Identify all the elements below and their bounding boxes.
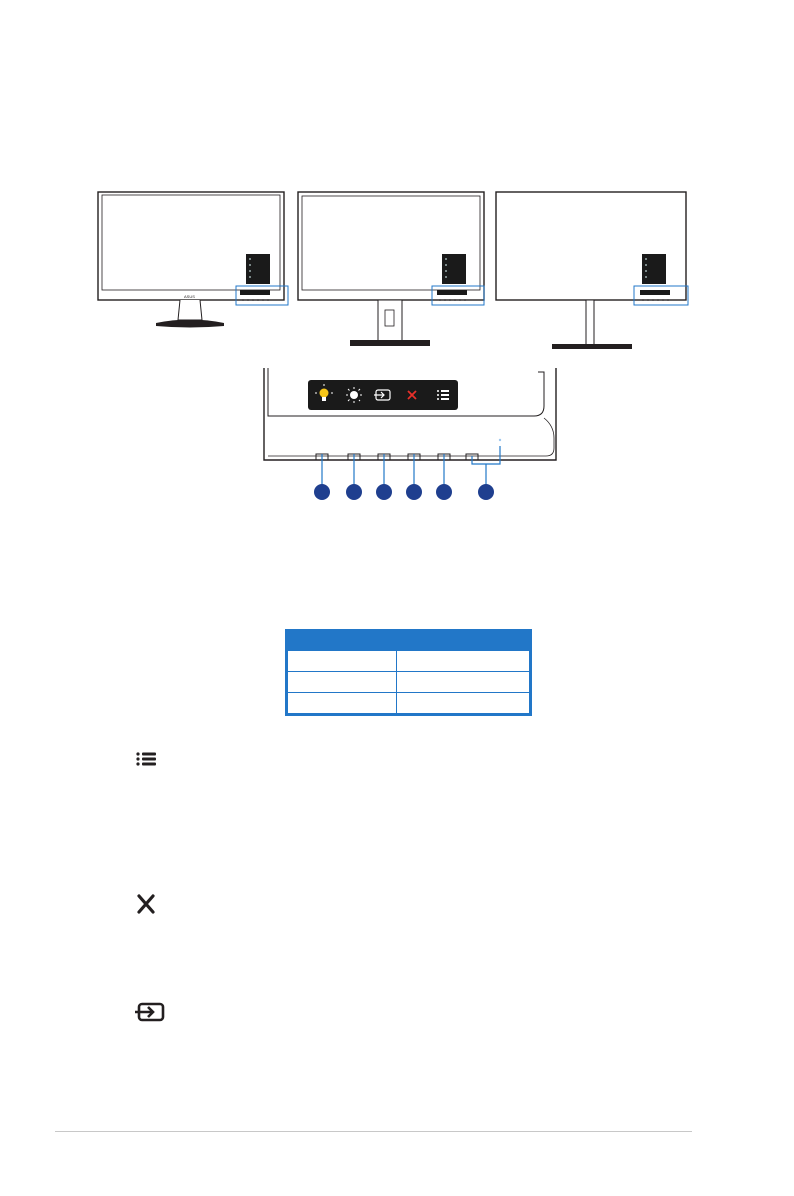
monitor-front-1 (98, 192, 288, 328)
table-cell (287, 672, 397, 693)
monitor-models-illustration (96, 188, 696, 353)
callout-4 (406, 484, 422, 500)
footer-divider (55, 1131, 692, 1132)
monitor-front-2 (298, 192, 484, 346)
status-table (285, 629, 532, 716)
menu-icon (437, 390, 449, 400)
svg-text:ASUS: ASUS (184, 294, 195, 299)
callout-1 (314, 484, 330, 500)
table-row (287, 672, 531, 693)
callout-6 (478, 484, 494, 500)
table-cell (397, 693, 531, 715)
table-header-row (287, 629, 531, 651)
close-icon (130, 893, 162, 915)
table-cell (397, 651, 531, 672)
table-cell (397, 672, 531, 693)
table-cell (287, 693, 397, 715)
table-cell (287, 651, 397, 672)
callout-3 (376, 484, 392, 500)
table-header-cell (397, 629, 531, 651)
table-header-cell (287, 629, 397, 651)
callout-5 (436, 484, 452, 500)
menu-icon (130, 748, 162, 770)
callout-2 (346, 484, 362, 500)
monitor-front-3 (496, 192, 688, 349)
input-select-icon (130, 1001, 162, 1023)
table-row (287, 651, 531, 672)
control-buttons-closeup (260, 368, 560, 503)
table-row (287, 693, 531, 715)
